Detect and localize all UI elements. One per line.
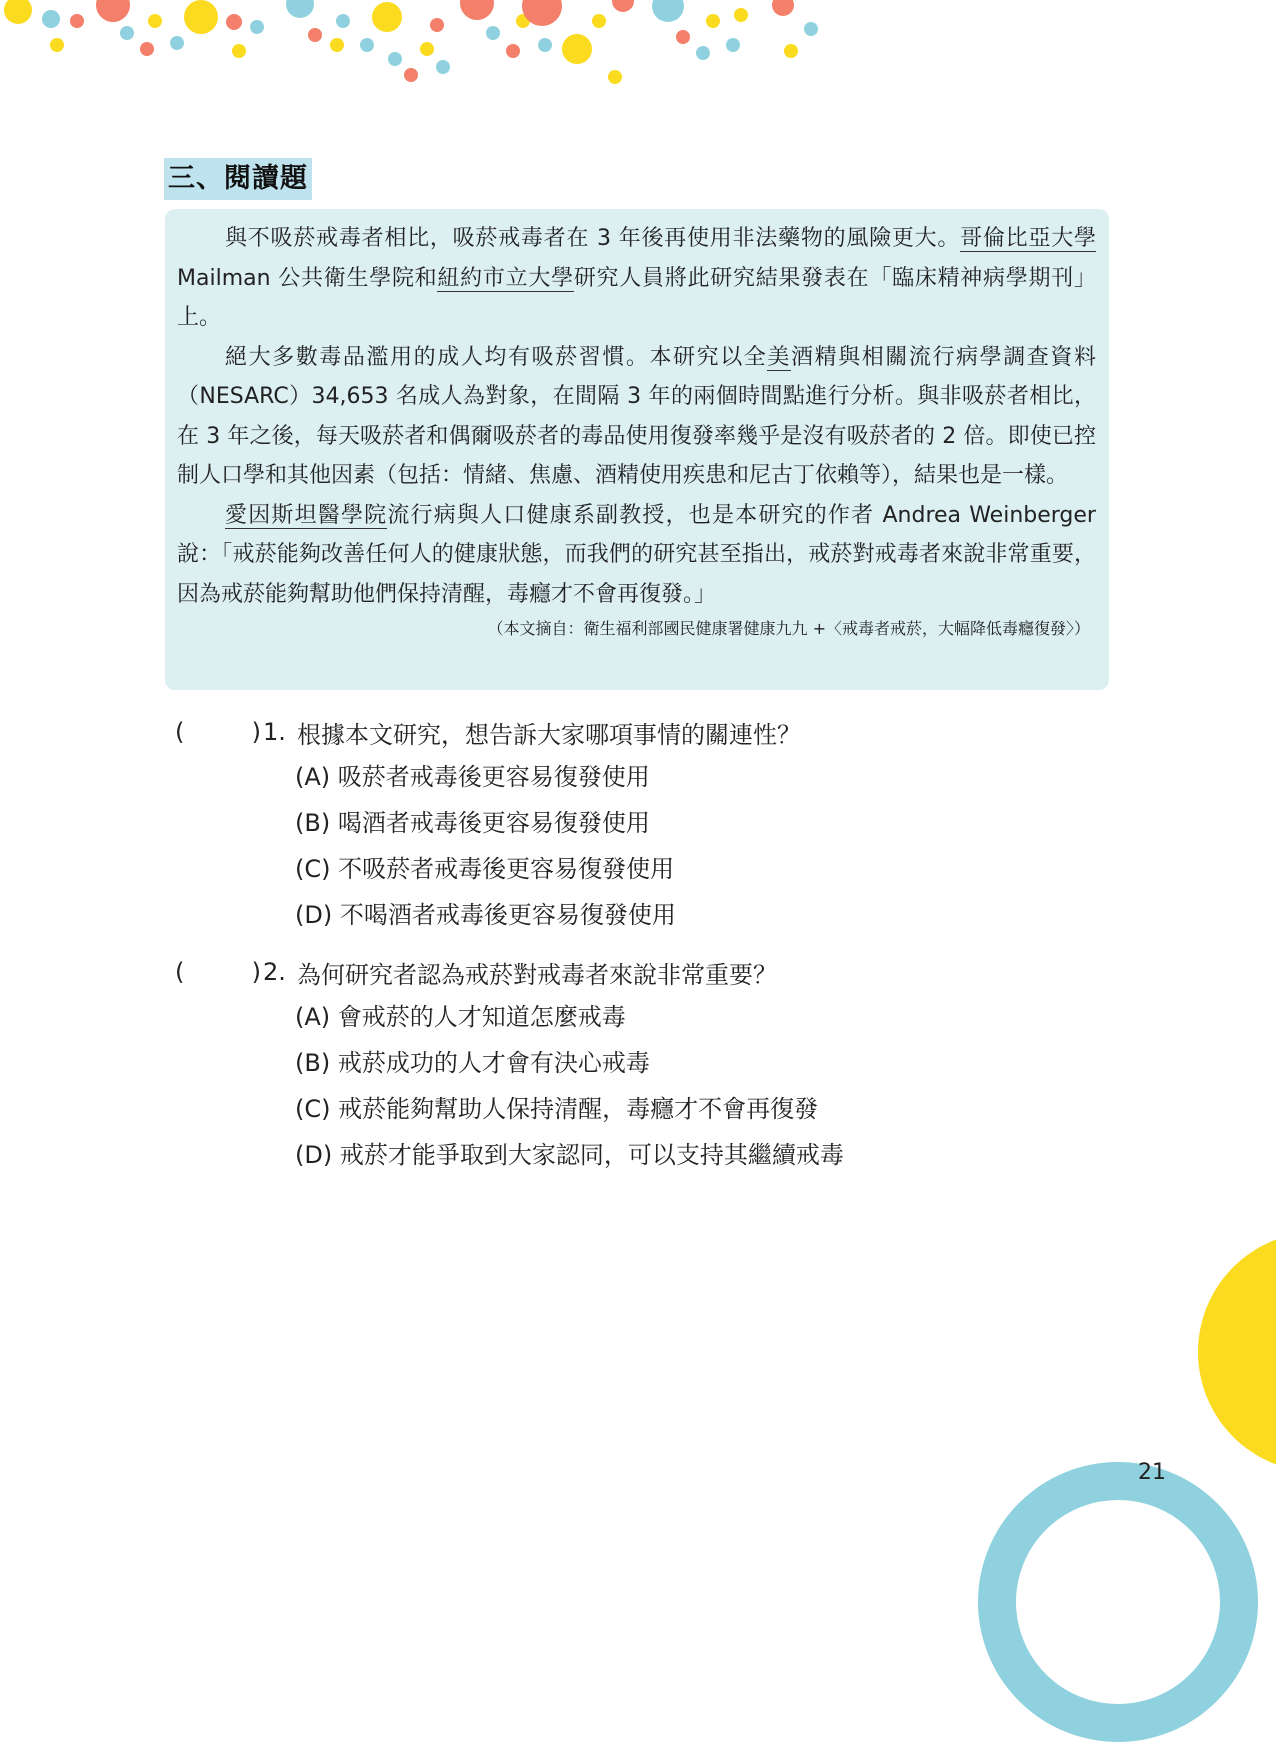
question-text: 為何研究者認為戒菸對戒毒者來說非常重要？: [297, 960, 777, 989]
confetti-dot: [250, 20, 264, 34]
underlined-proper-noun: 哥倫比亞大學: [960, 226, 1096, 251]
confetti-dot: [436, 60, 450, 74]
confetti-dot: [226, 14, 242, 30]
confetti-dot: [706, 14, 720, 28]
question-1: [175, 710, 801, 938]
confetti-dot: [506, 44, 520, 58]
option-b: (B) 喝酒者戒毒後更容易復發使用: [295, 809, 650, 837]
confetti-dot: [784, 44, 798, 58]
confetti-dot: [42, 10, 60, 28]
answer-blank[interactable]: ( ): [175, 718, 261, 746]
question-number: 2.: [263, 958, 286, 986]
confetti-dot: [388, 52, 402, 66]
option-c: (C) 不吸菸者戒毒後更容易復發使用: [295, 855, 675, 883]
confetti-dot: [148, 14, 162, 28]
confetti-dot: [96, 0, 130, 22]
confetti-dot: [170, 36, 184, 50]
page-number: 21: [1138, 1460, 1166, 1485]
confetti-dot: [562, 34, 592, 64]
confetti-dot: [50, 38, 64, 52]
option-d: (D) 戒菸才能爭取到大家認同，可以支持其繼續戒毒: [295, 1141, 844, 1169]
confetti-dot: [336, 14, 350, 28]
confetti-dot: [734, 8, 748, 22]
confetti-dot: [538, 38, 552, 52]
confetti-dot: [608, 70, 622, 84]
passage-paragraph-3: 愛因斯坦醫學院流行病與人口健康系副教授，也是本研究的作者 Andrea Weinberger 說：「戒菸能夠改善任何人的健康狀態，而我們的研究甚至指出，戒菸對戒毒者來說非常重要，因為戒菸能夠幫助他們保持清醒，毒癮才不會再復發。」: [177, 502, 1096, 607]
confetti-dot: [330, 38, 344, 52]
confetti-dot: [286, 0, 314, 18]
reading-passage: [165, 209, 1109, 690]
option-d: (D) 不喝酒者戒毒後更容易復發使用: [295, 901, 676, 929]
passage-paragraph-1: 與不吸菸戒毒者相比，吸菸戒毒者在 3 年後再使用非法藥物的風險更大。哥倫比亞大學 Mailman 公共衛生學院和紐約市立大學研究人員將此研究結果發表在「臨床精神病學期刊」上。: [177, 226, 1096, 330]
question-2: [175, 950, 844, 1178]
confetti-dot: [726, 38, 740, 52]
confetti-dot: [232, 44, 246, 58]
confetti-dot: [308, 28, 322, 42]
confetti-dot: [676, 30, 690, 44]
passage-paragraph-2: 絕大多數毒品濫用的成人均有吸菸習慣。本研究以全美酒精與相關流行病學調查資料（NESARC）34,653 名成人為對象，在間隔 3 年的兩個時間點進行分析。與非吸菸者相比，在 3 年之後，每天吸菸者和偶爾吸菸者的毒品使用復發率幾乎是沒有吸菸者的 2 倍。即使已控制人口學和其他因素（包括：情緒、焦慮、酒精使用疾患和尼古丁依賴等），結果也是一樣。: [177, 344, 1096, 488]
confetti-dot: [360, 38, 374, 52]
option-c: (C) 戒菸能夠幫助人保持清醒，毒癮才不會再復發: [295, 1095, 819, 1123]
confetti-dot: [404, 68, 418, 82]
confetti-dot: [372, 2, 402, 32]
option-a: (A) 會戒菸的人才知道怎麼戒毒: [295, 1003, 626, 1031]
answer-blank[interactable]: ( ): [175, 958, 261, 986]
question-text: 根據本文研究，想告訴大家哪項事情的關連性？: [297, 720, 801, 749]
underlined-proper-noun: 美: [767, 344, 791, 370]
blue-ring-decoration: [978, 1462, 1258, 1742]
option-b: (B) 戒菸成功的人才會有決心戒毒: [295, 1049, 650, 1077]
option-a: (A) 吸菸者戒毒後更容易復發使用: [295, 763, 650, 791]
confetti-dot: [696, 46, 710, 60]
confetti-dot: [70, 14, 84, 28]
source-citation: （本文摘自：衛生福利部國民健康署健康九九 +〈戒毒者戒菸，大幅降低毒癮復發〉）: [487, 619, 1090, 638]
confetti-dot: [804, 22, 818, 36]
yellow-circle-decoration: [1198, 1232, 1276, 1472]
confetti-dot: [460, 0, 494, 20]
confetti-dot: [592, 14, 606, 28]
underlined-proper-noun: 愛因斯坦醫學院: [225, 502, 388, 528]
confetti-dot: [772, 0, 794, 16]
confetti-dot: [140, 42, 154, 56]
underlined-proper-noun: 紐約市立大學: [437, 265, 574, 291]
confetti-dot: [652, 0, 684, 22]
confetti-dot: [4, 0, 32, 24]
confetti-dot: [486, 26, 500, 40]
confetti-dot: [612, 0, 634, 12]
question-number: 1.: [263, 718, 286, 746]
confetti-dot: [184, 0, 218, 34]
confetti-dot: [420, 42, 434, 56]
confetti-dot: [120, 26, 134, 40]
confetti-dot: [430, 18, 444, 32]
section-title: 三、閱讀題: [164, 158, 312, 200]
